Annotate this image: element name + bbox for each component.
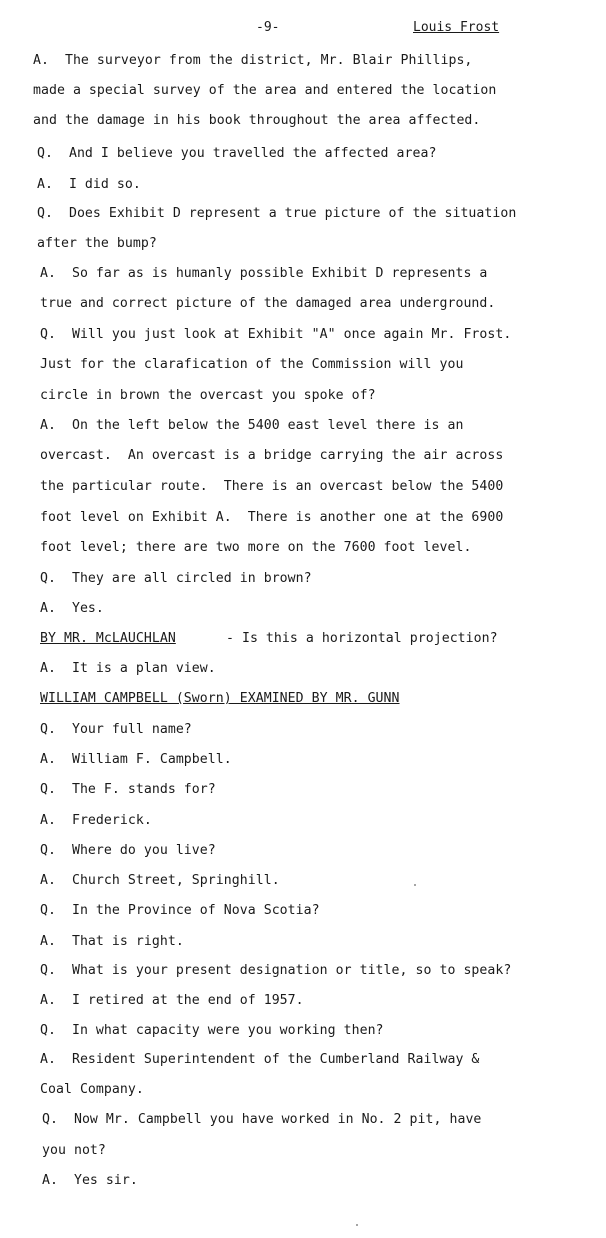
witness-sworn-heading: WILLIAM CAMPBELL (Sworn) EXAMINED BY MR. GUNN xyxy=(40,691,400,706)
transcript-line: after the bump? xyxy=(37,236,157,251)
transcript-line: A. That is right. xyxy=(40,934,184,949)
witness-name-heading: Louis Frost xyxy=(413,20,500,35)
transcript-line: A. Resident Superintendent of the Cumberland Railway & xyxy=(40,1052,480,1067)
transcript-line: the particular route. There is an overcast below the 5400 xyxy=(40,479,504,494)
transcript-line: Q. They are all circled in brown? xyxy=(40,571,312,586)
page-header xyxy=(0,20,606,40)
transcript-line: A. On the left below the 5400 east level there is an xyxy=(40,418,464,433)
transcript-line: foot level on Exhibit A. There is another one at the 6900 xyxy=(40,510,504,525)
paper-speck xyxy=(356,1224,358,1226)
transcript-line: circle in brown the overcast you spoke of? xyxy=(40,388,376,403)
transcript-line: A. Frederick. xyxy=(40,813,152,828)
transcript-line: Just for the clarafication of the Commission will you xyxy=(40,357,464,372)
transcript-line: you not? xyxy=(42,1143,106,1158)
transcript-line: A. Church Street, Springhill. xyxy=(40,873,280,888)
transcript-line: - Is this a horizontal projection? xyxy=(218,631,498,646)
transcript-line: Q. What is your present designation or title, so to speak? xyxy=(40,963,512,978)
transcript-line: A. It is a plan view. xyxy=(40,661,216,676)
transcript-line: made a special survey of the area and entered the location xyxy=(33,83,497,98)
transcript-line: foot level; there are two more on the 7600 foot level. xyxy=(40,540,472,555)
transcript-line: Q. Does Exhibit D represent a true picture of the situation xyxy=(37,206,517,221)
transcript-line: Q. Now Mr. Campbell you have worked in No. 2 pit, have xyxy=(42,1112,482,1127)
transcript-line: A. I retired at the end of 1957. xyxy=(40,993,304,1008)
paper-speck xyxy=(414,884,416,886)
transcript-line: A. Yes. xyxy=(40,601,104,616)
transcript-line: Q. Your full name? xyxy=(40,722,192,737)
transcript-line: A. So far as is humanly possible Exhibit D represents a xyxy=(40,266,488,281)
page-number: -9- xyxy=(256,20,280,35)
transcript-line: and the damage in his book throughout the area affected. xyxy=(33,113,481,128)
transcript-line: Q. Will you just look at Exhibit "A" once again Mr. Frost. xyxy=(40,327,512,342)
transcript-line: Q. Where do you live? xyxy=(40,843,216,858)
transcript-line: true and correct picture of the damaged area underground. xyxy=(40,296,496,311)
examiner-heading: BY MR. McLAUCHLAN xyxy=(40,631,176,646)
transcript-line: Q. The F. stands for? xyxy=(40,782,216,797)
transcript-line: A. William F. Campbell. xyxy=(40,752,232,767)
transcript-line: Q. And I believe you travelled the affected area? xyxy=(37,146,437,161)
transcript-line: Q. In the Province of Nova Scotia? xyxy=(40,903,320,918)
transcript-line: overcast. An overcast is a bridge carrying the air across xyxy=(40,448,504,463)
transcript-line: A. I did so. xyxy=(37,177,141,192)
transcript-line: A. Yes sir. xyxy=(42,1173,138,1188)
transcript-line: Q. In what capacity were you working then? xyxy=(40,1023,384,1038)
transcript-line: A. The surveyor from the district, Mr. Blair Phillips, xyxy=(33,53,473,68)
transcript-line: Coal Company. xyxy=(40,1082,144,1097)
